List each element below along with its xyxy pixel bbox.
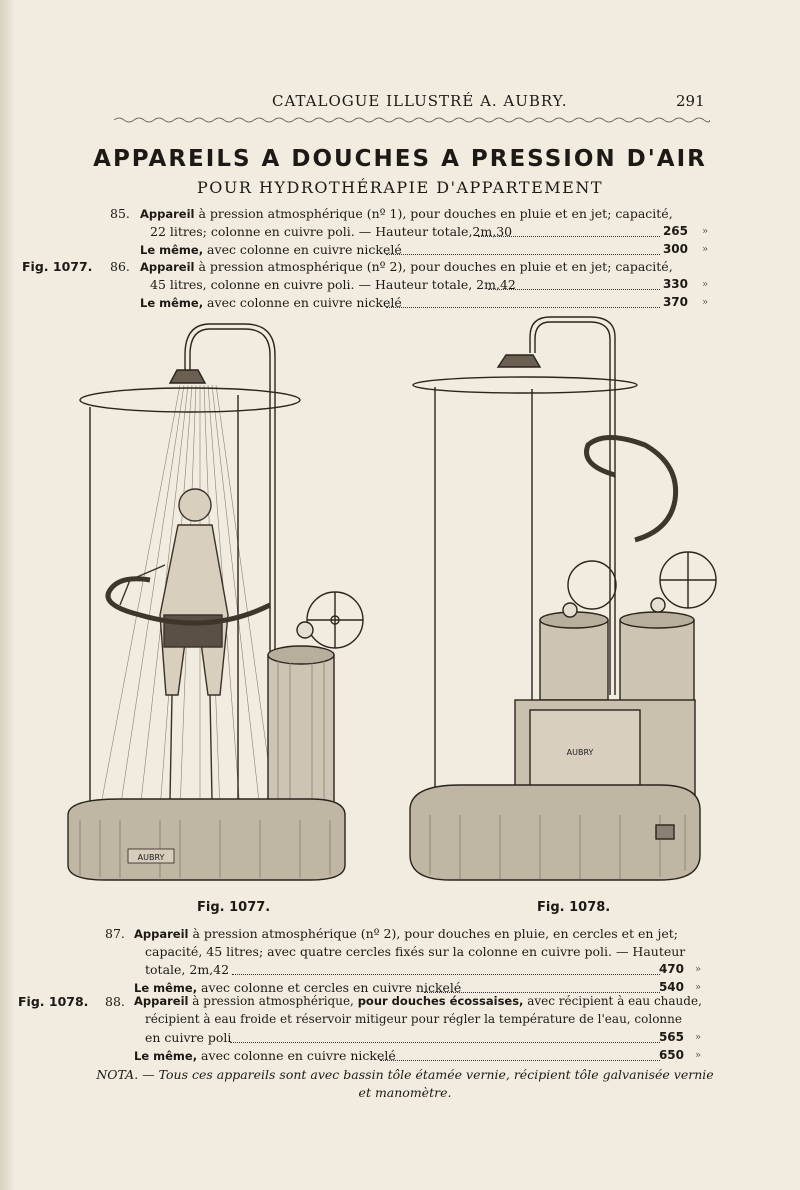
figure-1078-engraving xyxy=(410,317,716,880)
figure-1077-engraving xyxy=(68,324,363,880)
item-price: 540 xyxy=(658,980,684,994)
leader-dots xyxy=(488,289,660,290)
ditto-mark: » xyxy=(695,1050,702,1061)
ditto-mark: » xyxy=(702,279,709,290)
item-number: 85. xyxy=(110,206,130,221)
item-line: en cuivre poli xyxy=(145,1030,232,1045)
item-line: totale, 2m,42 xyxy=(145,962,230,977)
item-line: Le même, avec colonne en cuivre nickelé xyxy=(140,295,402,310)
item-line: Le même, avec colonne en cuivre nickelé xyxy=(134,1048,396,1063)
item-number: 87. xyxy=(105,926,125,941)
item-number: 88. xyxy=(105,994,125,1009)
item-price: 370 xyxy=(662,295,688,309)
item-line: capacité, 45 litres; avec quatre cercles fixés sur la colonne en cuivre poli. — Hauteur xyxy=(145,944,686,959)
ditto-mark: » xyxy=(702,244,709,255)
item-price: 265 xyxy=(662,224,688,238)
item-price: 330 xyxy=(662,277,688,291)
item-line: Appareil à pression atmosphérique (nº 1), pour douches en pluie et en jet; capacité, xyxy=(140,206,673,221)
figure-caption-1078: Fig. 1078. xyxy=(537,900,611,915)
leader-dots xyxy=(478,236,660,237)
leader-dots xyxy=(424,992,660,993)
leader-dots xyxy=(232,974,660,975)
ornamental-rule xyxy=(114,116,710,124)
ditto-mark: » xyxy=(702,297,709,308)
item-line: 45 litres, colonne en cuivre poli. — Hauteur totale, 2m,42 xyxy=(150,277,516,292)
item-price: 470 xyxy=(658,962,684,976)
ditto-mark: » xyxy=(702,226,709,237)
running-title: CATALOGUE ILLUSTRÉ A. AUBRY. xyxy=(272,92,568,110)
leader-dots xyxy=(230,1042,660,1043)
maker-mark-left: AUBRY xyxy=(137,853,165,862)
maker-mark-right: AUBRY xyxy=(566,748,594,757)
item-line: Appareil à pression atmosphérique (nº 2), pour douches en pluie et en jet; capacité, xyxy=(140,259,673,274)
leader-dots xyxy=(386,254,660,255)
item-price: 650 xyxy=(658,1048,684,1062)
leader-dots xyxy=(386,307,660,308)
figure-reference: Fig. 1077. xyxy=(22,259,93,274)
shower-apparatus-engravings xyxy=(60,315,750,900)
nota-line-2: et manomètre. xyxy=(358,1085,452,1100)
ditto-mark: » xyxy=(695,964,702,975)
page-number: 291 xyxy=(676,92,705,110)
ditto-mark: » xyxy=(695,1032,702,1043)
item-line: Le même, avec colonne en cuivre nickelé xyxy=(140,242,402,257)
item-line: Appareil à pression atmosphérique (nº 2), pour douches en pluie, en cercles et en jet; xyxy=(134,926,678,941)
page-subtitle: POUR HYDROTHÉRAPIE D'APPARTEMENT xyxy=(196,178,603,197)
nota-line-1: NOTA. — Tous ces appareils sont avec bassin tôle étamée vernie, récipient tôle galvanisée vernie xyxy=(96,1067,714,1082)
item-line: Le même, avec colonne et cercles en cuivre nickelé xyxy=(134,980,462,995)
ditto-mark: » xyxy=(695,982,702,993)
figure-caption-1077: Fig. 1077. xyxy=(197,900,271,915)
leader-dots xyxy=(380,1060,660,1061)
item-number: 86. xyxy=(110,259,130,274)
item-price: 300 xyxy=(662,242,688,256)
item-price: 565 xyxy=(658,1030,684,1044)
page-title: APPAREILS A DOUCHES A PRESSION D'AIR xyxy=(93,146,707,172)
figure-reference: Fig. 1078. xyxy=(18,994,89,1009)
item-line: récipient à eau froide et réservoir mitigeur pour régler la température de l'eau, colonne xyxy=(145,1012,682,1026)
item-line: 22 litres; colonne en cuivre poli. — Hauteur totale,2m,30 xyxy=(150,224,513,239)
item-line: Appareil à pression atmosphérique, pour douches écossaises, avec récipient à eau chaude, xyxy=(134,994,702,1008)
